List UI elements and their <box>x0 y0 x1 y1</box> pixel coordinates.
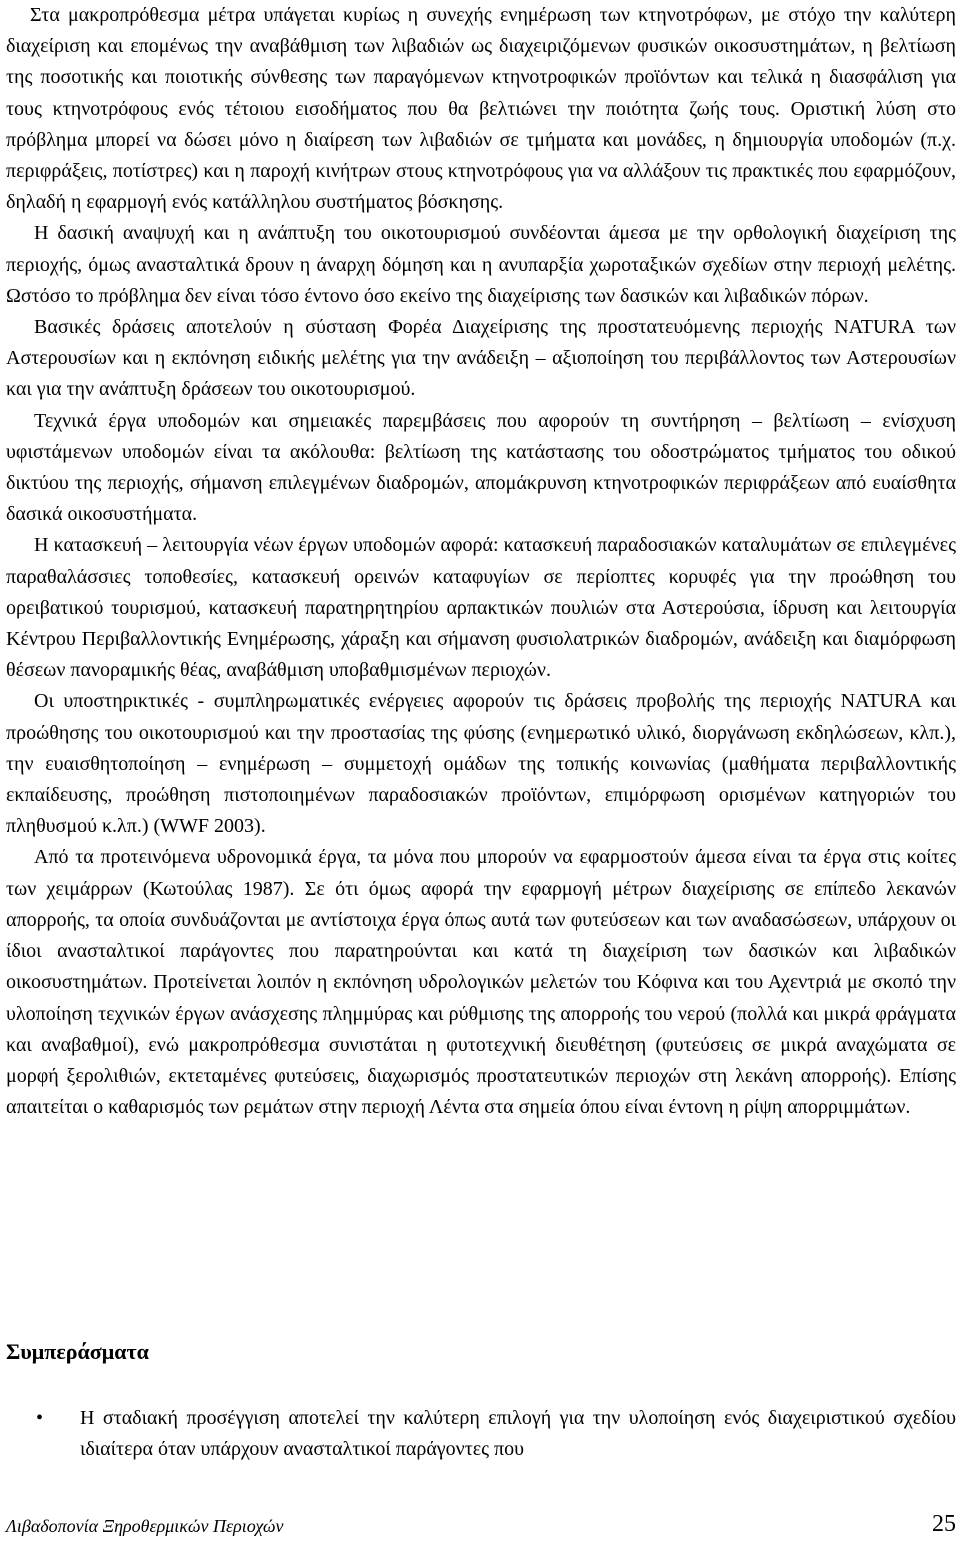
footer-title: Λιβαδοπονία Ξηροθερμικών Περιοχών <box>6 1516 284 1536</box>
bullet-icon: • <box>36 1407 44 1429</box>
body-text <box>6 0 956 1123</box>
paragraph: Από τα προτεινόμενα υδρονομικά έργα, τα μόνα που μπορούν να εφαρμοστούν άμεσα είναι τα έργα στις κοίτες των χειμάρρων (Κωτούλας 1987). Σε ότι όμως αφορά την εφαρμογή μέτρων διαχείρισης σε επίπεδο λεκανών απορροής, τα οποία συνδυάζονται με αντίστοιχα έργα όπως αυτά των φυτεύσεων και των αναδασώσεων, υπάρχουν οι ίδιοι ανασταλτικοί παράγοντες που παρατηρούνται και κατά τη διαχείριση των δασικών και λιβαδικών οικοσυστημάτων. Προτείνεται λοιπόν η εκπόνηση υδρολογικών μελετών του Κόφινα και του Αχεντριά με σκοπό την υλοποίηση τεχνικών έργων ανάσχεσης πλημμύρας και ρύθμισης της απορροής του νερού (πολλά και μικρά φράγματα και αναβαθμοί), ενώ μακροπρόθεσμα συνιστάται η φυτοτεχνική διευθέτηση (φυτεύσεις σε μικρά αναχώματα σε μορφή ξερολιθιών, εκτεταμένες φυτεύσεις, διαχωρισμός προστατευτικών περιοχών στη λεκάνη απορροής). Επίσης απαιτείται ο καθαρισμός των ρεμάτων στην περιοχή Λέντα στα σημεία όπου είναι έντονη η ρίψη απορριμμάτων. <box>6 846 956 1119</box>
page-number: 25 <box>932 1511 956 1537</box>
page-footer <box>6 1511 956 1540</box>
paragraph: Η κατασκευή – λειτουργία νέων έργων υποδομών αφορά: κατασκευή παραδοσιακών καταλυμάτων σε επιλεγμένες παραθαλάσσιες τοποθεσίες, κατασκευή ορεινών καταφυγίων σε περίοπτες κορυφές για την προώθηση του ορειβατικού τουρισμού, κατασκευή παρατηρητηρίου αρπακτικών πουλιών στα Αστερούσια, ίδρυση και λειτουργία Κέντρου Περιβαλλοντικής Ενημέρωσης, χάραξη και σήμανση φυσιολατρικών διαδρομών, ανάδειξη και διαμόρφωση θέσεων πανοραμικής θέας, αναβάθμιση υποβαθμισμένων περιοχών. <box>6 534 956 682</box>
paragraph: Οι υποστηρικτικές - συμπληρωματικές ενέργειες αφορούν τις δράσεις προβολής της περιοχής NATURA και προώθησης του οικοτουρισμού και την προστασίας της φύσης (ενημερωτικό υλικό, διοργάνωση εκδηλώσεων, κλπ.), την ευαισθητοποίηση – ενημέρωση – συμμετοχή ομάδων της τοπικής κοινωνίας (μαθήματα περιβαλλοντικής εκπαίδευσης, προώθηση πιστοποιημένων παραδοσιακών προϊόντων, επιμόρφωση ορισμένων κατηγοριών του πληθυσμού κ.λπ.) (WWF 2003). <box>6 690 956 838</box>
list-item <box>6 1403 956 1465</box>
paragraph: Τεχνικά έργα υποδομών και σημειακές παρεμβάσεις που αφορούν τη συντήρηση – βελτίωση – ενίσχυση υφιστάμενων υποδομών είναι τα ακόλουθα: βελτίωση της κατάστασης του οδοστρώματος τμήματος του οδικού δικτύου της περιοχής, σήμανση επιλεγμένων διαδρομών, απομάκρυνση κτηνοτροφικών περιφράξεων από ευαίσθητα δασικά οικοσυστήματα. <box>6 409 956 526</box>
paragraph: Στα μακροπρόθεσμα μέτρα υπάγεται κυρίως η συνεχής ενημέρωση των κτηνοτρόφων, με στόχο την καλύτερη διαχείριση και επομένως την αναβάθμιση των λιβαδιών ως διαχειριζόμενων φυσικών οικοσυστημάτων, η βελτίωση της ποσοτικής και ποιοτικής σύνθεσης των παραγόμενων κτηνοτροφικών προϊόντων και τελικά η διασφάλιση για τους κτηνοτρόφους ενός τέτοιου εισοδήματος που θα βελτιώνει την ποιότητα ζωής τους. Οριστική λύση στο πρόβλημα μπορεί να δώσει μόνο η διαίρεση των λιβαδιών σε τμήματα και μονάδες, η δημιουργία υποδομών (π.χ. περιφράξεις, ποτίστρες) και η παροχή κινήτρων στους κτηνοτρόφους για να αλλάξουν τις πρακτικές που εφαρμόζουν, δηλαδή η εφαρμογή ενός κατάλληλου συστήματος βόσκησης. <box>6 4 956 214</box>
list-item-text: Η σταδιακή προσέγγιση αποτελεί την καλύτερη επιλογή για την υλοποίηση ενός διαχειριστικού σχεδίου ιδιαίτερα όταν υπάρχουν ανασταλτικοί παράγοντες που <box>80 1407 956 1461</box>
section-heading: Συμπεράσματα <box>6 1339 149 1364</box>
paragraph: Βασικές δράσεις αποτελούν η σύσταση Φορέα Διαχείρισης της προστατευόμενης περιοχής NATURA των Αστερουσίων και η εκπόνηση ειδικής μελέτης για την ανάδειξη – αξιοποίηση του περιβάλλοντος των Αστερουσίων και για την ανάπτυξη δράσεων του οικοτουρισμού. <box>6 316 956 401</box>
paragraph: Η δασική αναψυχή και η ανάπτυξη του οικοτουρισμού συνδέονται άμεσα με την ορθολογική διαχείριση της περιοχής, όμως ανασταλτικά δρουν η άναρχη δόμηση και η ανυπαρξία χωροταξικών σχεδίων στην περιοχή μελέτης. Ωστόσο το πρόβλημα δεν είναι τόσο έντονο όσο εκείνο της διαχείρισης των δασικών και λιβαδικών πόρων. <box>6 222 956 307</box>
